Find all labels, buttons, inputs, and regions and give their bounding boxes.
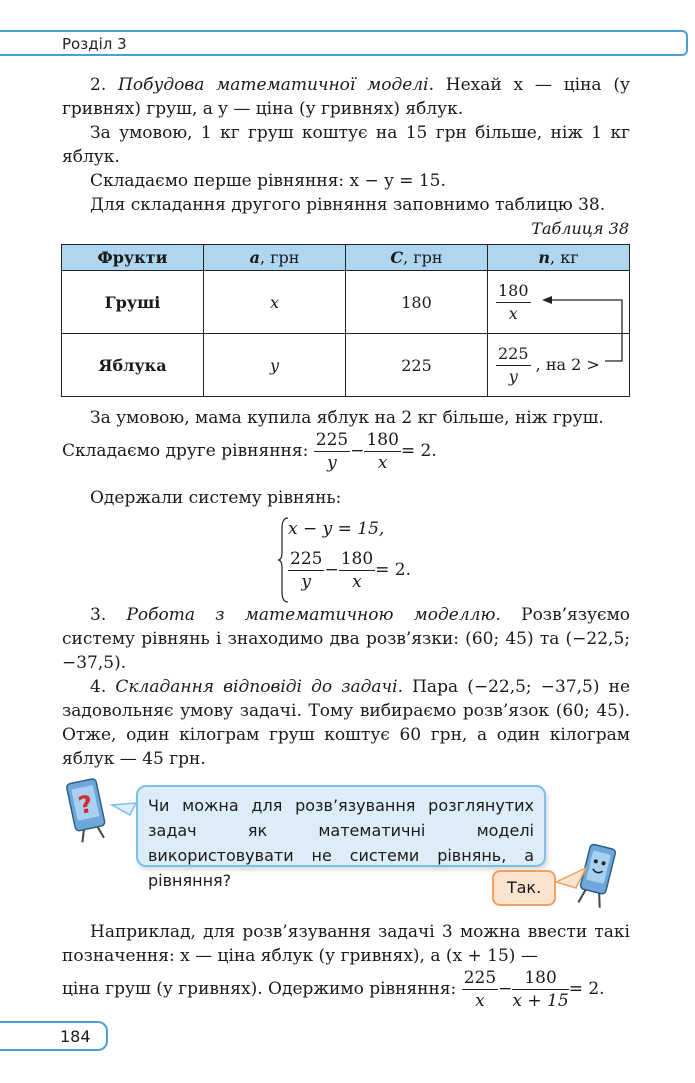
eq-lead-text: Складаємо друге рівняння: bbox=[62, 441, 309, 461]
step-title: Побудова математичної моделі. bbox=[118, 75, 434, 95]
paragraph-first-equation: Складаємо перше рівняння: x − y = 15. bbox=[90, 171, 446, 191]
paragraph-step2 bbox=[62, 73, 630, 121]
paragraph-condition-2: За умовою, мама купила яблук на 2 кг більше, ніж груш. bbox=[90, 408, 604, 428]
question-character-icon bbox=[60, 775, 136, 845]
cell-price: x bbox=[204, 271, 346, 334]
page-number-box bbox=[0, 1021, 108, 1051]
header-cost: C, грн bbox=[346, 245, 488, 271]
equation-system bbox=[278, 516, 478, 604]
paragraph-step4: 4. Складання відповіді до задачі. Пара (−22,5; −37,5) не задовольняє умову задачі. Тому вибираємо розв’язок (60; 45). Отже, один кілограм груш коштує 60 грн, а один кілограм яблук — 45 грн. bbox=[62, 677, 631, 769]
header-fruits: Фрукти bbox=[62, 245, 204, 271]
answer-bubble: Так. bbox=[492, 870, 556, 906]
cell-cost: 225 bbox=[346, 334, 488, 397]
header-quantity: n, кг bbox=[488, 245, 630, 271]
paragraph-condition: За умовою, 1 кг груш коштує на 15 грн більше, ніж 1 кг яблук. bbox=[62, 123, 630, 167]
paragraph-step3: 3. Робота з математичною моделлю. Розв’язуємо систему рівнянь і знаходимо два розв’язки: (60; 45) та (−22,5; −37,5). bbox=[62, 605, 631, 673]
cell-cost: 180 bbox=[346, 271, 488, 334]
section-header bbox=[0, 30, 688, 56]
question-bubble: Чи можна для розв’язування розглянутих задач як математичні моделі використовувати не системи рівнянь, а рівняння? bbox=[136, 785, 546, 867]
comparison-arrow bbox=[530, 290, 630, 370]
section-title: Розділ 3 bbox=[62, 35, 127, 53]
final-lead-text: ціна груш (у гривнях). Одержимо рівняння: bbox=[62, 979, 457, 999]
cell-name: Яблука bbox=[62, 334, 204, 397]
second-equation-line: Складаємо друге рівняння: $\frac{225}{y}$ − $\frac{180}{x}$ = 2. bbox=[62, 430, 437, 473]
page-number: 184 bbox=[60, 1027, 91, 1046]
step-text: Нехай x — ціна (у гривнях) груш, а y — ціна (у гривнях) яблук. bbox=[62, 75, 631, 119]
step-number: 2. bbox=[90, 75, 107, 95]
paragraph-system-intro: Одержали систему рівнянь: bbox=[90, 488, 342, 508]
system-line-1: x − y = 15, bbox=[288, 519, 385, 539]
answer-character-icon bbox=[552, 838, 632, 918]
cell-quantity: $\frac{225}{y}$ , на 2 > bbox=[488, 334, 630, 397]
cell-price: y bbox=[204, 334, 346, 397]
paragraph-table-intro: Для складання другого рівняння заповнимо таблицю 38. bbox=[90, 195, 606, 215]
system-line-2: $\frac{225}{y}$ − $\frac{180}{x}$ = 2. bbox=[290, 549, 412, 592]
table-caption: Таблиця 38 bbox=[531, 219, 629, 238]
cell-name: Груші bbox=[62, 271, 204, 334]
final-equation-line: ціна груш (у гривнях). Одержимо рівняння: $\frac{225}{x}$ − $\frac{180}{x + 15}$ = 2. bbox=[62, 968, 605, 1011]
table-header-row bbox=[62, 245, 630, 271]
comparison-note: , на 2 > bbox=[535, 354, 600, 374]
svg-text:?: ? bbox=[75, 789, 96, 820]
paragraph-example: Наприклад, для розв’язування задачі 3 можна ввести такі позначення: x — ціна яблук (у гривнях), а (x + 15) — bbox=[62, 922, 630, 966]
cell-quantity: $\frac{180}{x}$ bbox=[488, 271, 630, 334]
header-price: a, грн bbox=[204, 245, 346, 271]
